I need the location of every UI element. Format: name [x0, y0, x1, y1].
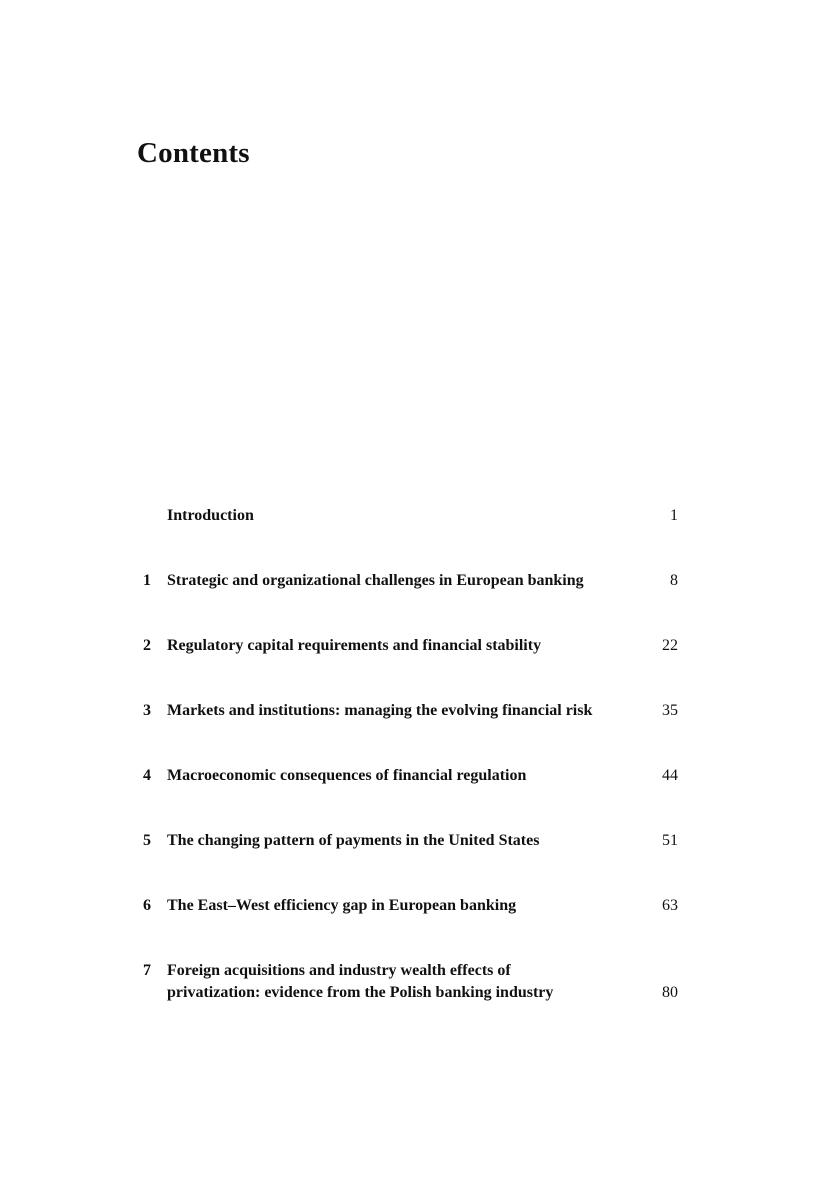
toc-entry-number: 1: [143, 572, 151, 589]
toc-entry-title: The changing pattern of payments in the United States: [167, 832, 540, 849]
toc-entry-title: Macroeconomic consequences of financial regulation: [167, 767, 527, 784]
toc-entry-page: 80: [662, 984, 678, 1001]
toc-entry-title: Foreign acquisitions and industry wealth effects of privatization: evidence from the Polish banking industry: [167, 962, 554, 1001]
toc-entry-page: 35: [662, 702, 678, 719]
toc-entry-page: 8: [670, 572, 678, 589]
page-title: Contents: [137, 137, 250, 169]
toc-entry-number: 5: [143, 832, 151, 849]
toc-entry-number: 3: [143, 702, 151, 719]
toc-entry-number: 2: [143, 637, 151, 654]
toc-entry-page: 44: [662, 767, 678, 784]
toc-entry-page: 22: [662, 637, 678, 654]
toc-entry-title: Regulatory capital requirements and financial stability: [167, 637, 542, 654]
toc-entry-title: The East–West efficiency gap in European banking: [167, 897, 517, 914]
toc-entry-title: Markets and institutions: managing the evolving financial risk: [167, 702, 593, 719]
toc-entry-title: Introduction: [167, 507, 254, 524]
toc-entry-page: 63: [662, 897, 678, 914]
toc-entry-number: 7: [143, 962, 151, 979]
toc-entry-number: 4: [143, 767, 151, 784]
toc-entry-page: 1: [670, 507, 678, 524]
toc-entry-number: 6: [143, 897, 151, 914]
toc-entry-page: 51: [662, 832, 678, 849]
toc-entry-title: Strategic and organizational challenges in European banking: [167, 572, 584, 589]
